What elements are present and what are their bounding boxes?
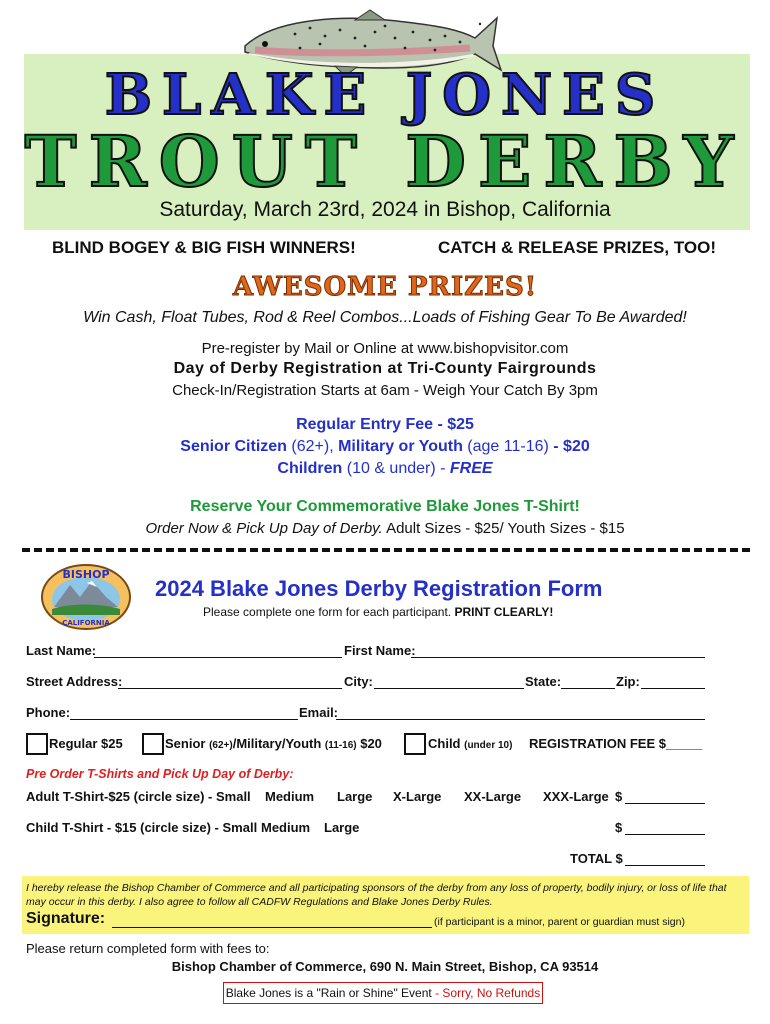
fee-youth-age: (age 11-16) [462,438,554,455]
bishop-logo [40,563,132,631]
street-address-field[interactable] [118,674,342,689]
senior-option-label [165,736,382,751]
fee-children-label: Children [277,460,343,477]
tshirt-headline: Reserve Your Commemorative Blake Jones T-Shirt! [190,498,580,515]
tshirt-order-info [0,520,770,537]
total-amount-field[interactable] [625,851,705,866]
street-address-label: Street Address: [26,674,123,689]
checkin-info: Check-In/Registration Starts at 6am - Weigh Your Catch By 3pm [172,382,598,399]
senior-military-youth-checkbox[interactable] [142,733,164,755]
adult-dollar-sign: $ [615,789,623,804]
child-size-large[interactable]: Large [324,820,360,835]
child-checkbox[interactable] [404,733,426,755]
tshirt-order-note: Order Now & Pick Up Day of Derby. [145,520,383,537]
zip-field[interactable] [641,674,705,689]
state-label: State: [525,674,562,689]
adult-size-medium[interactable]: Medium [265,789,315,804]
zip-label: Zip: [616,674,640,689]
adult-tshirt-label: Adult T-Shirt-$25 (circle size) - Small [26,789,251,804]
adult-size-xxxlarge[interactable]: XXX-Large [543,789,609,804]
adult-tshirt-amount-field[interactable] [625,789,705,804]
fee-children [0,460,770,478]
youth-age-note: (11-16) [324,740,357,751]
phone-label: Phone: [26,705,71,720]
first-name-label: First Name: [344,643,416,658]
military-youth-text: /Military/Youth [232,736,325,751]
title-blake-jones: BLAKE JONES [104,62,666,128]
title-trout-derby: TROUT DERBY [24,120,746,203]
city-field[interactable] [374,674,524,689]
form-instruction: Please complete one form for each participant. [203,605,455,619]
child-option-text: Child [428,736,465,751]
form-subtitle [203,605,553,619]
child-tshirt-label: Child T-Shirt - $15 (circle size) - Small [26,820,258,835]
fee-children-price: FREE [449,460,493,477]
form-title: 2024 Blake Jones Derby Registration Form [155,576,603,601]
fee-senior-price: - $20 [553,438,590,455]
print-clearly-note: PRINT CLEARLY! [454,605,554,619]
regular-checkbox[interactable] [26,733,48,755]
senior-age-note: (62+) [209,740,233,751]
return-instructions: Please return completed form with fees to: [26,941,270,956]
signature-field[interactable] [112,913,432,928]
senior-option-text: Senior [165,736,210,751]
regular-option-label: Regular $25 [49,736,123,751]
release-text: I hereby release the Bishop Chamber of Commerce and all participating sponsors of the derby from any loss of property, bodily injury, or loss of life that may occur in this derby. I also agree to follow all CADFW Regulations and Blake Jones Derby Rules. [26,882,727,908]
logo-text-california: CALIFORNIA [62,619,110,627]
state-field[interactable] [561,674,615,689]
last-name-field[interactable] [94,643,342,658]
fee-senior-label: Senior Citizen [180,438,287,455]
adult-size-xlarge[interactable]: X-Large [393,789,442,804]
cut-line [22,548,750,552]
total-label: TOTAL $ [570,851,623,866]
signature-label: Signature: [26,910,106,927]
no-refunds-text: - Sorry, No Refunds [431,986,541,1000]
day-of-registration: Day of Derby Registration at Tri-County Fairgrounds [173,360,597,377]
city-label: City: [344,674,373,689]
preregister-info: Pre-register by Mail or Online at www.bishopvisitor.com [201,340,569,357]
mailing-address: Bishop Chamber of Commerce, 690 N. Main Street, Bishop, CA 93514 [171,959,599,974]
prizes-headline: AWESOME PRIZES! [232,272,538,302]
fee-regular: Regular Entry Fee - $25 [296,416,474,433]
fee-military-label: Military or Youth [338,438,463,455]
fee-children-age: (10 & under) - [342,460,450,477]
prizes-description: Win Cash, Float Tubes, Rod & Reel Combos...Loads of Fishing Gear To Be Awarded! [83,309,687,326]
event-date: Saturday, March 23rd, 2024 in Bishop, California [159,198,611,221]
child-age-note: (under 10) [464,740,513,751]
email-label: Email: [299,705,339,720]
email-field[interactable] [336,705,705,720]
first-name-field[interactable] [411,643,705,658]
fee-senior-age: (62+), [286,438,339,455]
child-tshirt-amount-field[interactable] [625,820,705,835]
adult-size-large[interactable]: Large [337,789,373,804]
child-dollar-sign: $ [615,820,623,835]
tshirt-sizes-prices: Adult Sizes - $25/ Youth Sizes - $15 [382,520,625,537]
minor-signature-note: (if participant is a minor, parent or guardian must sign) [434,916,685,928]
phone-field[interactable] [70,705,298,720]
rain-or-shine-text: Blake Jones is a "Rain or Shine" Event [225,986,432,1000]
fee-senior [0,438,770,456]
senior-option-price: $20 [356,736,382,751]
preorder-heading: Pre Order T-Shirts and Pick Up Day of Derby: [26,767,294,781]
tagline-left: BLIND BOGEY & BIG FISH WINNERS! [52,238,356,257]
child-size-medium[interactable]: Medium [261,820,311,835]
logo-text-bishop: BISHOP [62,568,110,581]
registration-fee-field[interactable]: REGISTRATION FEE $_____ [529,736,703,751]
last-name-label: Last Name: [26,643,97,658]
rain-or-shine-notice [223,982,543,1004]
tagline-right: CATCH & RELEASE PRIZES, TOO! [438,238,717,257]
adult-size-xxlarge[interactable]: XX-Large [464,789,522,804]
child-option-label [428,736,512,751]
